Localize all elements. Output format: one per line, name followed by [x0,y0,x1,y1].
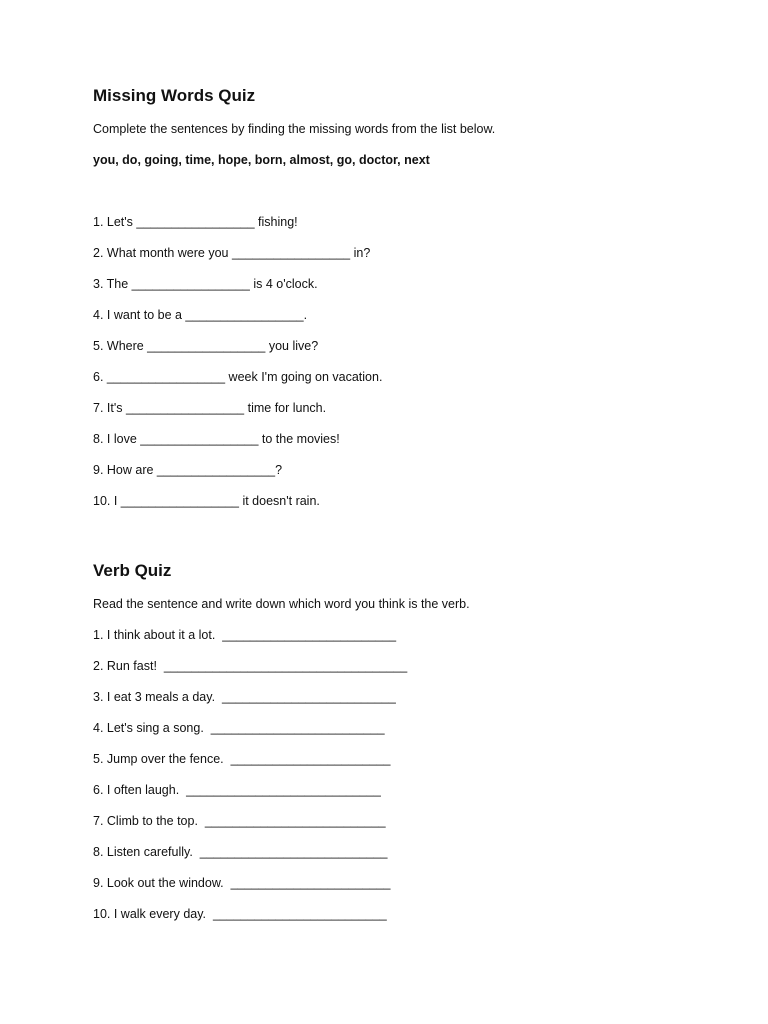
missing-words-item: 3. The _________________ is 4 o'clock. [93,277,318,291]
missing-words-item: 9. How are _________________? [93,463,283,477]
verb-quiz-item: 7. Climb to the top. __________________________ [93,814,386,828]
missing-words-item: 10. I _________________ it doesn't rain. [93,494,320,508]
missing-words-item: 1. Let's _________________ fishing! [93,215,298,229]
missing-words-item: 2. What month were you _________________ in? [93,246,371,260]
missing-words-item: 5. Where _________________ you live? [93,339,319,353]
missing-words-item: 7. It's _________________ time for lunch. [93,401,327,415]
missing-words-item: 4. I want to be a _________________. [93,308,308,322]
verb-quiz-item: 6. I often laugh. ____________________________ [93,783,381,797]
missing-words-quiz-title: Missing Words Quiz [93,86,256,105]
verb-quiz-item: 5. Jump over the fence. _______________________ [93,752,391,766]
verb-quiz-item: 8. Listen carefully. ___________________________ [93,845,388,859]
verb-quiz-item: 9. Look out the window. _______________________ [93,876,391,890]
missing-words-item: 8. I love _________________ to the movies! [93,432,340,446]
verb-quiz-item: 3. I eat 3 meals a day. _________________________ [93,690,396,704]
missing-words-item: 6. _________________ week I'm going on vacation. [93,370,383,384]
verb-quiz-item: 4. Let's sing a song. _________________________ [93,721,385,735]
verb-quiz-item: 2. Run fast! ___________________________________ [93,659,408,673]
verb-quiz-item: 1. I think about it a lot. _________________________ [93,628,397,642]
missing-words-instructions: Complete the sentences by finding the missing words from the list below. [93,122,496,136]
verb-quiz-item: 10. I walk every day. _________________________ [93,907,387,921]
verb-quiz-instructions: Read the sentence and write down which word you think is the verb. [93,597,470,611]
verb-quiz-title: Verb Quiz [93,561,172,580]
word-list: you, do, going, time, hope, born, almost, go, doctor, next [93,153,430,167]
